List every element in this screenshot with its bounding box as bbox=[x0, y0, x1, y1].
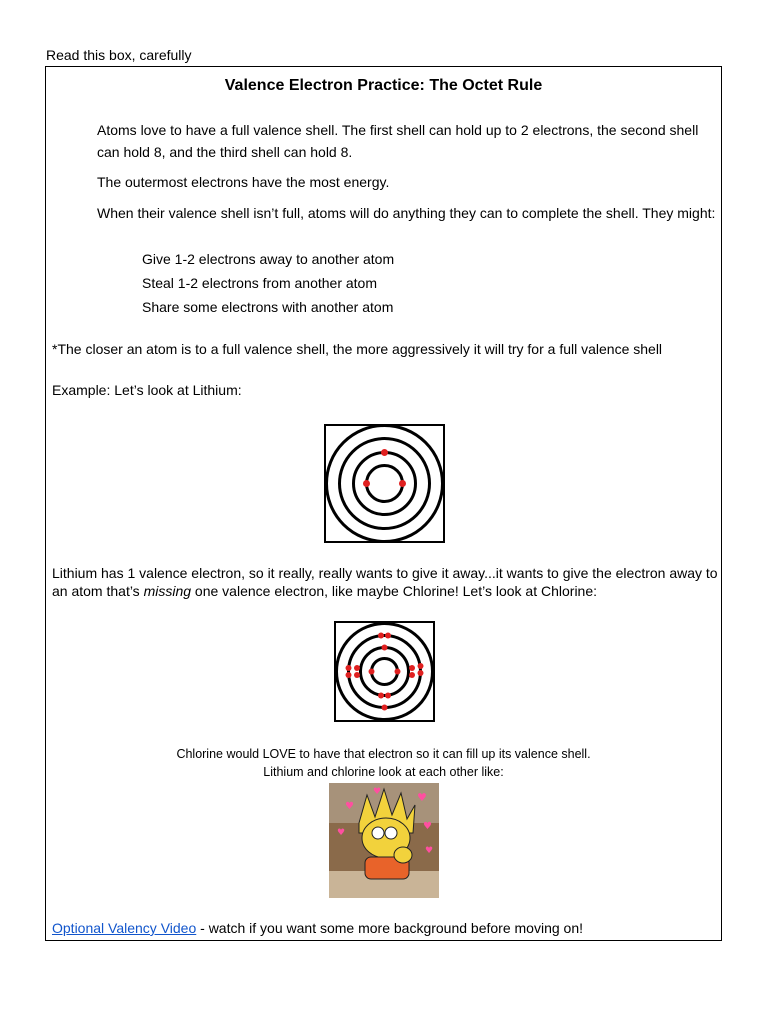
chlorine-line-1: Chlorine would LOVE to have that electron so it can fill up its valence shell. bbox=[176, 747, 591, 761]
chlorine-electron bbox=[346, 665, 352, 671]
chlorine-electron bbox=[354, 672, 360, 678]
valency-video-link[interactable]: Optional Valency Video bbox=[52, 920, 197, 936]
chlorine-electron bbox=[382, 705, 388, 711]
lithium-text-emphasis: missing bbox=[143, 583, 192, 599]
chlorine-electron bbox=[354, 665, 360, 671]
chlorine-electron bbox=[409, 665, 415, 671]
intro-text: Read this box, carefully bbox=[46, 47, 192, 63]
chlorine-electron bbox=[378, 693, 384, 699]
chlorine-line-2: Lithium and chlorine look at each other like: bbox=[263, 765, 504, 779]
chlorine-electron bbox=[385, 633, 391, 639]
chlorine-electron bbox=[409, 672, 415, 678]
meme-hand bbox=[394, 847, 412, 863]
lithium-text-after: one valence electron, like maybe Chlorine! Let’s look at Chlorine: bbox=[191, 583, 598, 599]
lithium-diagram bbox=[324, 424, 445, 543]
lithium-electron bbox=[363, 480, 370, 487]
chlorine-electron bbox=[395, 669, 401, 675]
meme-heart-icon: ♥ bbox=[373, 787, 382, 797]
box-title: Valence Electron Practice: The Octet Rule bbox=[224, 77, 543, 94]
lithium-paragraph bbox=[52, 564, 722, 600]
paragraph-outermost: The outermost electrons have the most energy. bbox=[97, 174, 390, 190]
paragraph-valence-not-full: When their valence shell isn’t full, atoms will do anything they can to complete the shell. They might: bbox=[97, 205, 716, 221]
footer-line bbox=[52, 917, 712, 939]
meme-eye-right bbox=[385, 827, 397, 839]
instruction-box bbox=[45, 66, 722, 941]
chlorine-electron bbox=[346, 672, 352, 678]
chlorine-electron bbox=[369, 669, 375, 675]
chlorine-electron bbox=[418, 670, 424, 676]
lithium-electron bbox=[399, 480, 406, 487]
aggressiveness-note: *The closer an atom is to a full valence shell, the more aggressively it will try for a full valence shell bbox=[52, 341, 663, 357]
footer-rest: - watch if you want some more background before moving on! bbox=[196, 920, 583, 936]
chlorine-diagram bbox=[334, 621, 435, 722]
meme-heart-icon: ♥ bbox=[337, 828, 346, 838]
meme-heart-icon: ♥ bbox=[417, 791, 427, 804]
lithium-text-before: Lithium has 1 valence electron, so it really, really wants to give it away...it wants to give the electron away to an atom that’s bbox=[52, 565, 718, 599]
action-share: Share some electrons with another atom bbox=[142, 299, 394, 315]
lisa-heart-eyes-image bbox=[329, 783, 439, 898]
paragraph-shell-capacity: Atoms love to have a full valence shell. The first shell can hold up to 2 electrons, the second shell can hold 8, and the third shell can hold 8. bbox=[97, 122, 699, 160]
example-heading: Example: Let’s look at Lithium: bbox=[52, 382, 242, 398]
meme-heart-icon: ♥ bbox=[423, 821, 432, 832]
meme-eye-left bbox=[372, 827, 384, 839]
action-give: Give 1-2 electrons away to another atom bbox=[142, 251, 395, 267]
chlorine-electron bbox=[418, 663, 424, 669]
action-steal: Steal 1-2 electrons from another atom bbox=[142, 275, 378, 291]
chlorine-electron bbox=[385, 693, 391, 699]
meme-heart-icon: ♥ bbox=[345, 801, 354, 812]
chlorine-electron bbox=[382, 645, 388, 651]
chlorine-electron bbox=[378, 633, 384, 639]
meme-heart-icon: ♥ bbox=[425, 846, 434, 856]
lithium-valence-electron bbox=[381, 449, 388, 456]
